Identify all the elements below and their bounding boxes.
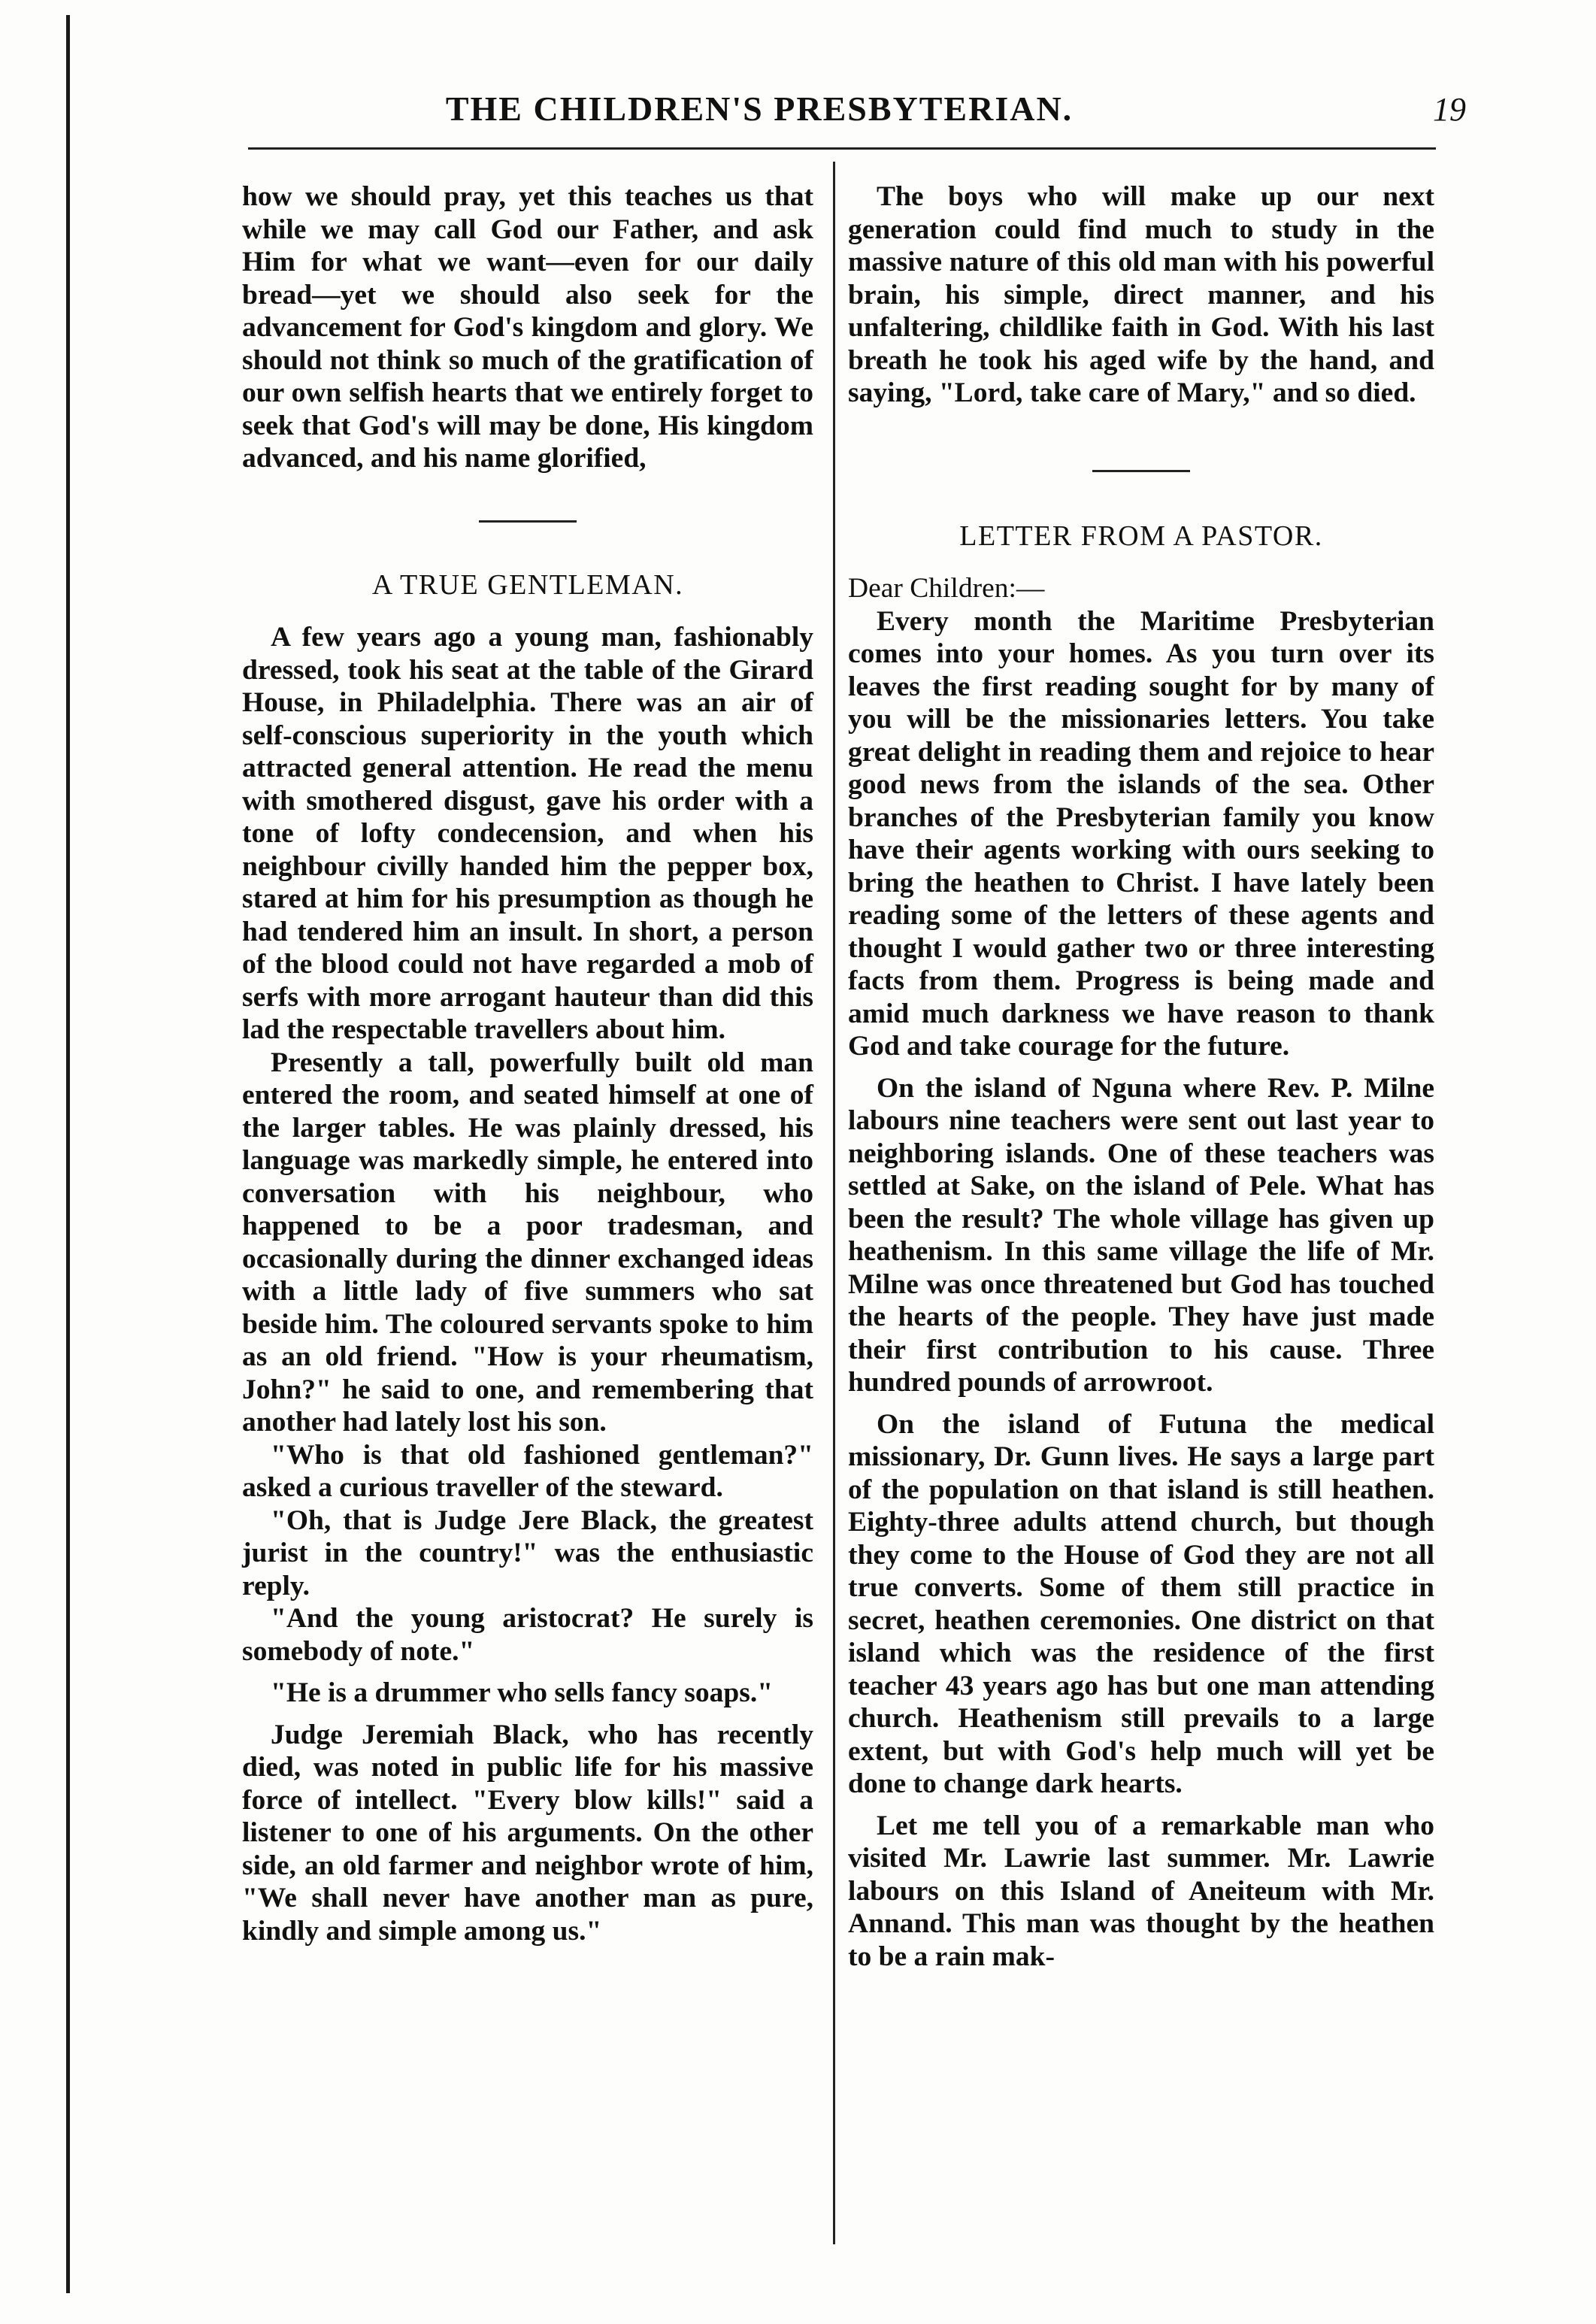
page-header bbox=[248, 89, 1466, 134]
publication-title: THE CHILDREN'S PRESBYTERIAN. bbox=[445, 89, 1074, 128]
article-paragraph: A few years ago a young man, fashionably dressed, took his seat at the table of the Girard House, in Philadelphia. There was an air of self-conscious superiority in the youth which attracted general attention. He read the menu with smothered disgust, gave his order with a tone of lofty condecension, and when his neighbour civilly handed him the pepper box, stared at him for his presumption as though he had tendered him an insult. In short, a person of the blood could not have regarded a mob of serfs with more arrogant hauteur than did this lad the respectable travellers about him. bbox=[242, 622, 813, 1045]
article-paragraph: "And the young aristocrat? He surely is somebody of note." bbox=[242, 1603, 813, 1667]
article-paragraph: "Oh, that is Judge Jere Black, the greatest jurist in the country!" was the enthusiastic reply. bbox=[242, 1504, 813, 1601]
left-opening-paragraph: how we should pray, yet this teaches us that while we may call God our Father, and ask Him for what we want—even for our daily bread—yet we should also seek for the advancement for God's kingdom and glory. We should not think so much of the gratification of our own selfish hearts that we entirely forget to seek that God's will may be done, His kingdom advanced, and his name glorified, bbox=[242, 181, 813, 474]
right-opening-paragraph: The boys who will make up our next generation could find much to study in the massive nature of this old man with his powerful brain, his simple, direct manner, and his unfaltering, childlike faith in God. With his last breath he took his aged wife by the hand, and saying, "Lord, take care of Mary," and so died. bbox=[848, 181, 1434, 408]
article-title-letter-from-pastor: LETTER FROM A PASTOR. bbox=[959, 520, 1323, 552]
left-column bbox=[242, 180, 813, 1947]
letter-paragraph: Let me tell you of a remarkable man who visited Mr. Lawrie last summer. Mr. Lawrie labours on this Island of Aneiteum with Mr. Annand. This man was thought by the heathen to be a rain mak- bbox=[848, 1810, 1434, 1972]
section-divider bbox=[479, 520, 577, 523]
article-paragraph: "Who is that old fashioned gentleman?" asked a curious traveller of the steward. bbox=[242, 1439, 813, 1503]
page-edge-line bbox=[66, 15, 70, 2293]
article-paragraph: Judge Jeremiah Black, who has recently died, was noted in public life for his massive force of intellect. "Every blow kills!" said a listener to one of his arguments. On the other side, an old farmer and neighbor wrote of him, "We shall never have another man as pure, kindly and simple among us." bbox=[242, 1719, 813, 1947]
article-paragraph: Presently a tall, powerfully built old man entered the room, and seated himself at one of the larger tables. He was plainly dressed, his language was markedly simple, he entered into conversation with his neighbour, who happened to be a poor tradesman, and occasionally during the dinner exchanged ideas with a little lady of five summers who sat beside him. The coloured servants spoke to him as an old friend. "How is your rheumatism, John?" he said to one, and remembering that another had lately lost his son. bbox=[242, 1047, 813, 1438]
letter-paragraph: On the island of Nguna where Rev. P. Milne labours nine teachers were sent out last year to neighboring islands. One of these teachers was settled at Sake, on the island of Pele. What has been the result? The whole village has given up heathenism. In this same village the life of Mr. Milne was once threatened but God has touched the hearts of the people. They have just made their first contribution to his cause. Three hundred pounds of arrowroot. bbox=[848, 1072, 1434, 1398]
article-title-true-gentleman: A TRUE GENTLEMAN. bbox=[371, 568, 684, 601]
page-number: 19 bbox=[1433, 91, 1466, 128]
section-divider bbox=[1092, 470, 1190, 472]
letter-paragraph: On the island of Futuna the medical missionary, Dr. Gunn lives. He says a large part of the population on that island is still heathen. Eighty-three adults attend church, but though they come to the House of God they are not all true converts. Some of them still practice in secret, heathen ceremonies. One district on that island which was the residence of the first teacher 43 years ago has but one man attending church. Heathenism still prevails to a large extent, but with God's help much will yet be done to change dark hearts. bbox=[848, 1408, 1434, 1799]
letter-paragraph: Every month the Maritime Presbyterian comes into your homes. As you turn over its leaves the first reading sought for by many of you will be the missionaries letters. You take great delight in reading them and rejoice to hear good news from the islands of the sea. Other branches of the Presbyterian family you know have their agents working with ours seeking to bring the heathen to Christ. I have lately been reading some of the letters of these agents and thought I would gather two or three interesting facts from them. Progress is being made and amid much darkness we have reason to thank God and take courage for the future. bbox=[848, 605, 1434, 1062]
article-paragraph: "He is a drummer who sells fancy soaps." bbox=[271, 1677, 774, 1708]
letter-salutation: Dear Children:— bbox=[848, 573, 1045, 604]
right-column bbox=[848, 180, 1434, 1973]
column-divider bbox=[833, 162, 835, 2244]
header-rule bbox=[248, 147, 1436, 150]
